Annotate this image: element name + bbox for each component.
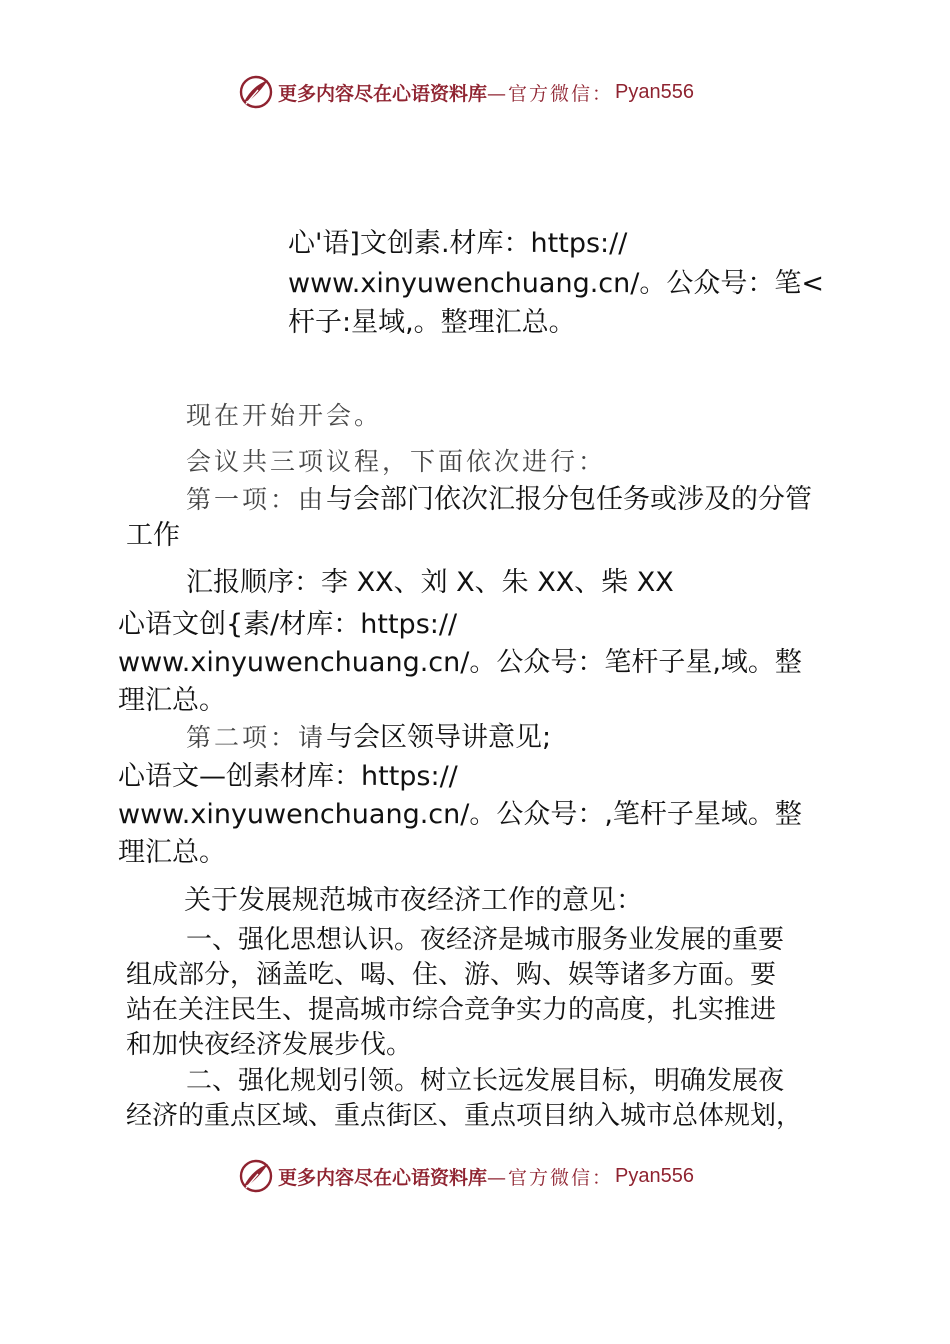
watermark-line: www.xinyuwenchuang.cn/。公众号：,笔杆子星域。整 bbox=[118, 799, 802, 830]
agenda-item-1 bbox=[186, 482, 812, 518]
watermark-line: 心'语]文创素.材库：https:// bbox=[288, 228, 628, 259]
paragraph-line: 组成部分，涵盖吃、喝、住、游、购、娱等诸多方面。要 bbox=[126, 960, 777, 990]
item-1-prefix: 第一项：由 bbox=[186, 485, 327, 514]
item-2-text: 与会区领导讲意见; bbox=[326, 722, 552, 753]
quill-pen-logo-icon bbox=[238, 1158, 274, 1194]
agenda-item-2 bbox=[186, 720, 551, 756]
watermark-line: www.xinyuwenchuang.cn/。公众号：笔杆子星,域。整 bbox=[118, 647, 802, 678]
opinion-title: 关于发展规范城市夜经济工作的意见： bbox=[184, 885, 643, 916]
report-order: 汇报顺序：李 XX、刘 X、朱 XX、柴 XX bbox=[186, 567, 674, 598]
banner-title: 更多内容尽在心语资料库 bbox=[278, 82, 488, 105]
watermark-line: 理汇总。 bbox=[118, 837, 226, 868]
paragraph-line: 经济的重点区域、重点街区、重点项目纳入城市总体规划， bbox=[126, 1101, 803, 1131]
watermark-line: 杆子:星域,。整理汇总。 bbox=[288, 307, 576, 338]
agenda-intro: 会议共三项议程，下面依次进行： bbox=[186, 447, 607, 476]
paragraph-line: 站在关注民生、提高城市综合竞争实力的高度，扎实推进 bbox=[126, 995, 777, 1025]
quill-pen-logo-icon bbox=[238, 74, 274, 110]
watermark-line: 理汇总。 bbox=[118, 685, 226, 716]
banner-tail: —官方微信： bbox=[487, 1166, 614, 1189]
banner-tail: —官方微信： bbox=[487, 82, 614, 105]
watermark-line: 心语文—创素材库：https:// bbox=[118, 761, 458, 792]
paragraph-line: 和加快夜经济发展步伐。 bbox=[126, 1030, 413, 1060]
agenda-item-1-cont: 工作 bbox=[126, 520, 180, 551]
header-banner bbox=[238, 70, 838, 114]
footer-banner bbox=[238, 1154, 838, 1198]
paragraph-line: 一、强化思想认识。夜经济是城市服务业发展的重要 bbox=[186, 925, 785, 955]
opening-text: 现在开始开会。 bbox=[186, 401, 383, 430]
paragraph-line: 二、强化规划引领。树立长远发展目标，明确发展夜 bbox=[186, 1066, 785, 1096]
banner-contact: Pyan556 bbox=[615, 80, 694, 103]
banner-title: 更多内容尽在心语资料库 bbox=[278, 1166, 488, 1189]
item-1-text: 与会部门依次汇报分包任务或涉及的分管 bbox=[326, 484, 813, 515]
banner-contact: Pyan556 bbox=[615, 1164, 694, 1187]
item-2-prefix: 第二项：请 bbox=[186, 723, 327, 752]
watermark-line: 心语文创{素/材库：https:// bbox=[118, 609, 458, 640]
watermark-line: www.xinyuwenchuang.cn/。公众号：笔< bbox=[288, 268, 824, 299]
